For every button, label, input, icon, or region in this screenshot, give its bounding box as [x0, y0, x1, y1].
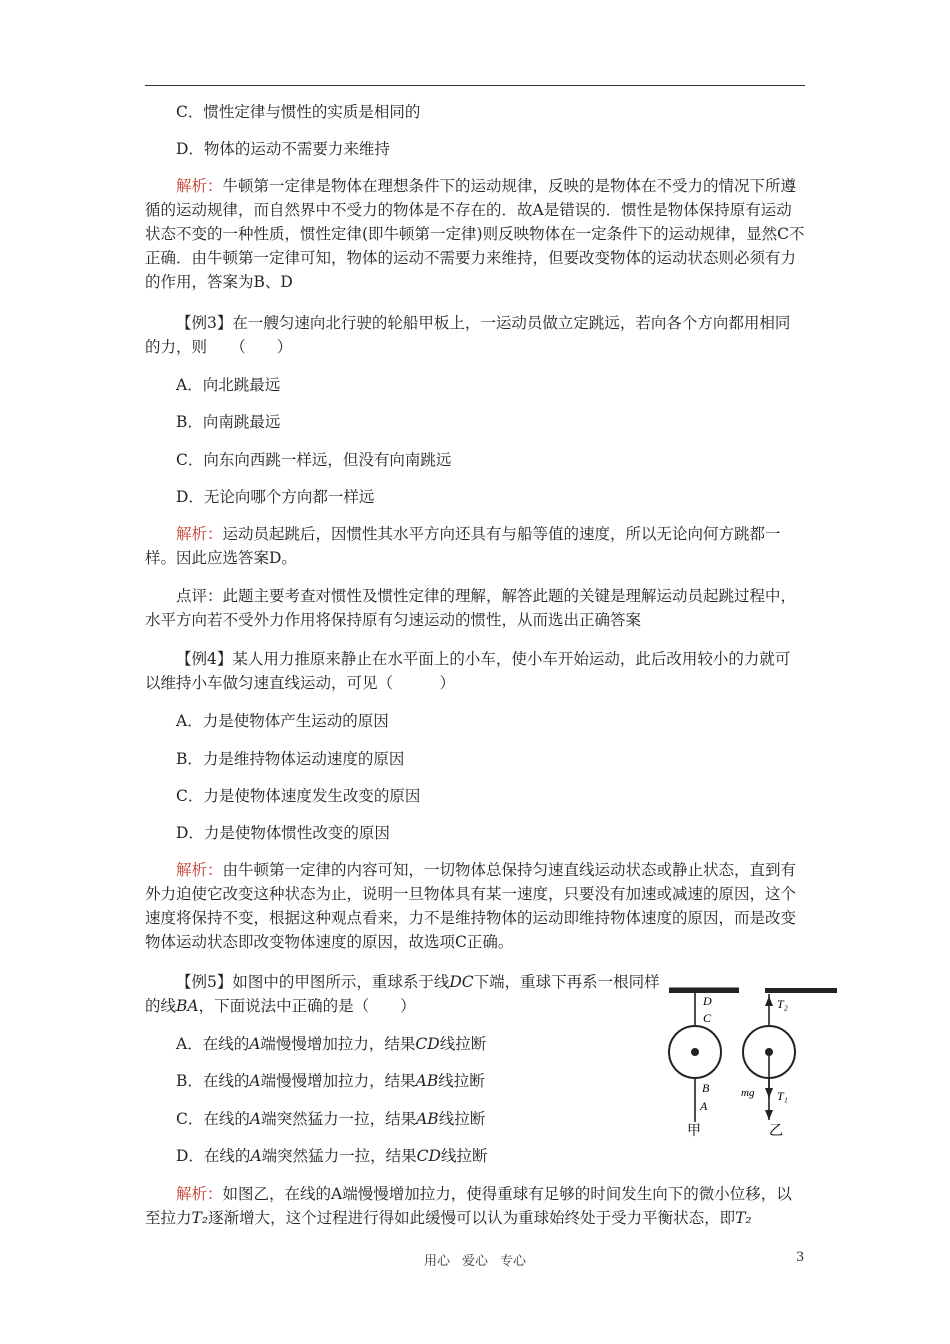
example-3-option-a: A．向北跳最远 [176, 376, 281, 394]
label-b: B [702, 1081, 710, 1095]
arrow-t2 [765, 996, 773, 1006]
analysis-label: 解析： [176, 861, 223, 879]
caption-left: 甲 [687, 1123, 701, 1139]
analysis-text: 逐渐增大，这个过程进行得如此缓慢可以认为重球始终处于受力平衡状态，即 [208, 1209, 736, 1227]
footer-word: 爱心 [461, 1254, 488, 1269]
analysis-text: 运动员起跳后，因惯性其水平方向还具有与船等值的速度，所以无论向何方跳都一样。因此应选答案D。 [145, 525, 781, 567]
option-c: C．惯性定律与惯性的实质是相同的 [176, 103, 421, 121]
ceiling-right [765, 988, 837, 993]
label-mg: mg [741, 1087, 755, 1099]
label-t1: T₁ [777, 1089, 788, 1103]
header-rule [145, 85, 805, 86]
example-3-option-d: D．无论向哪个方向都一样远 [176, 488, 375, 506]
example-5-stem [145, 970, 660, 1018]
example-4-option-b: B．力是维持物体运动速度的原因 [176, 750, 405, 768]
analysis-paragraph [145, 174, 805, 294]
example-4-option-c: C．力是使物体速度发生改变的原因 [176, 787, 421, 805]
stem-part: ，下面说法中正确的是（ ） [198, 997, 416, 1015]
example-4-analysis [145, 858, 805, 954]
stem-part: 下端，重球下再系一根同样的线 [145, 973, 660, 1015]
analysis-label: 解析： [176, 177, 223, 195]
arrow-t1 [765, 1110, 773, 1120]
page-number: 3 [796, 1250, 805, 1265]
analysis-text: 牛顿第一定律是物体在理想条件下的运动规律，反映的是物体在不受力的情况下所遵循的运动规律，而自然界中不受力的物体是不存在的．故A是错误的．惯性是物体保持原有运动状态不变的一种性质，惯性定律(即牛顿第一定律)则反映物体在一定条件下的运动规律，显然C不正确．由牛顿第一定律可知，物体的运动不需要力来维持，但要改变物体的运动状态则必须有力的作用，答案为B、D [145, 177, 805, 291]
analysis-text: 如图乙，在线的A端慢慢增加拉力，使得重球有足够的时间发生向下的微小位移，以至拉力 [145, 1185, 792, 1227]
footer-word: 专心 [500, 1254, 527, 1269]
pulley-figure [665, 980, 840, 1140]
caption-right: 乙 [769, 1123, 783, 1139]
example-3-option-b: B．向南跳最远 [176, 413, 281, 431]
analysis-text: 由牛顿第一定律的内容可知，一切物体总保持匀速直线运动状态或静止状态，直到有外力迫使它改变这种状态为止，说明一旦物体具有某一速度，只要没有加速或减速的原因，这个速度将保持不变，根据这种观点看来，力不是维持物体的运动即维持物体速度的原因，而是改变物体运动状态即改变物体速度的原因，故选项C正确。 [145, 861, 797, 951]
analysis-label: 解析： [176, 1185, 223, 1203]
example-3-analysis [145, 522, 805, 570]
label-c: C [703, 1011, 712, 1025]
example-5-option-a: A．在线的A端慢慢增加拉力，结果CD线拉断 [176, 1035, 487, 1053]
example-3-comment: 点评：此题主要考查对惯性及惯性定律的理解，解答此题的关键是理解运动员起跳过程中，水平方向若不受外力作用将保持原有匀速运动的惯性，从而选出正确答案 [145, 587, 797, 629]
example-4-option-a: A．力是使物体产生运动的原因 [176, 712, 389, 730]
label-d: D [703, 994, 712, 1008]
label-a: A [700, 1099, 708, 1113]
stem-part: 【例5】如图中的甲图所示，重球系于线 [176, 973, 450, 991]
example-4-option-d: D．力是使物体惯性改变的原因 [176, 824, 390, 842]
example-4-stem: 【例4】某人用力推原来静止在水平面上的小车，使小车开始运动，此后改用较小的力就可以维持小车做匀速直线运动，可见（ ） [145, 650, 791, 692]
example-3-stem: 【例3】在一艘匀速向北行驶的轮船甲板上，一运动员做立定跳远，若向各个方向都用相同的力，则 （ ） [145, 314, 791, 356]
example-5-option-b: B．在线的A端慢慢增加拉力，结果AB线拉断 [176, 1072, 485, 1090]
var-dc: DC [449, 973, 474, 991]
example-5-option-c: C．在线的A端突然猛力一拉，结果AB线拉断 [176, 1110, 486, 1128]
example-5-analysis [145, 1182, 805, 1230]
analysis-label: 解析： [176, 525, 223, 543]
footer [0, 1250, 950, 1269]
option-d: D．物体的运动不需要力来维持 [176, 140, 390, 158]
var-t2: T₂ [191, 1209, 209, 1227]
footer-word: 用心 [423, 1254, 450, 1269]
example-5-option-d: D．在线的A端突然猛力一拉，结果CD线拉断 [176, 1147, 488, 1165]
var-ba: BA [176, 997, 199, 1015]
example-3-option-c: C．向东向西跳一样远，但没有向南跳远 [176, 451, 452, 469]
var-t2: T₂ [735, 1209, 752, 1227]
ceiling-left [669, 988, 739, 993]
label-t2: T₂ [777, 997, 788, 1011]
